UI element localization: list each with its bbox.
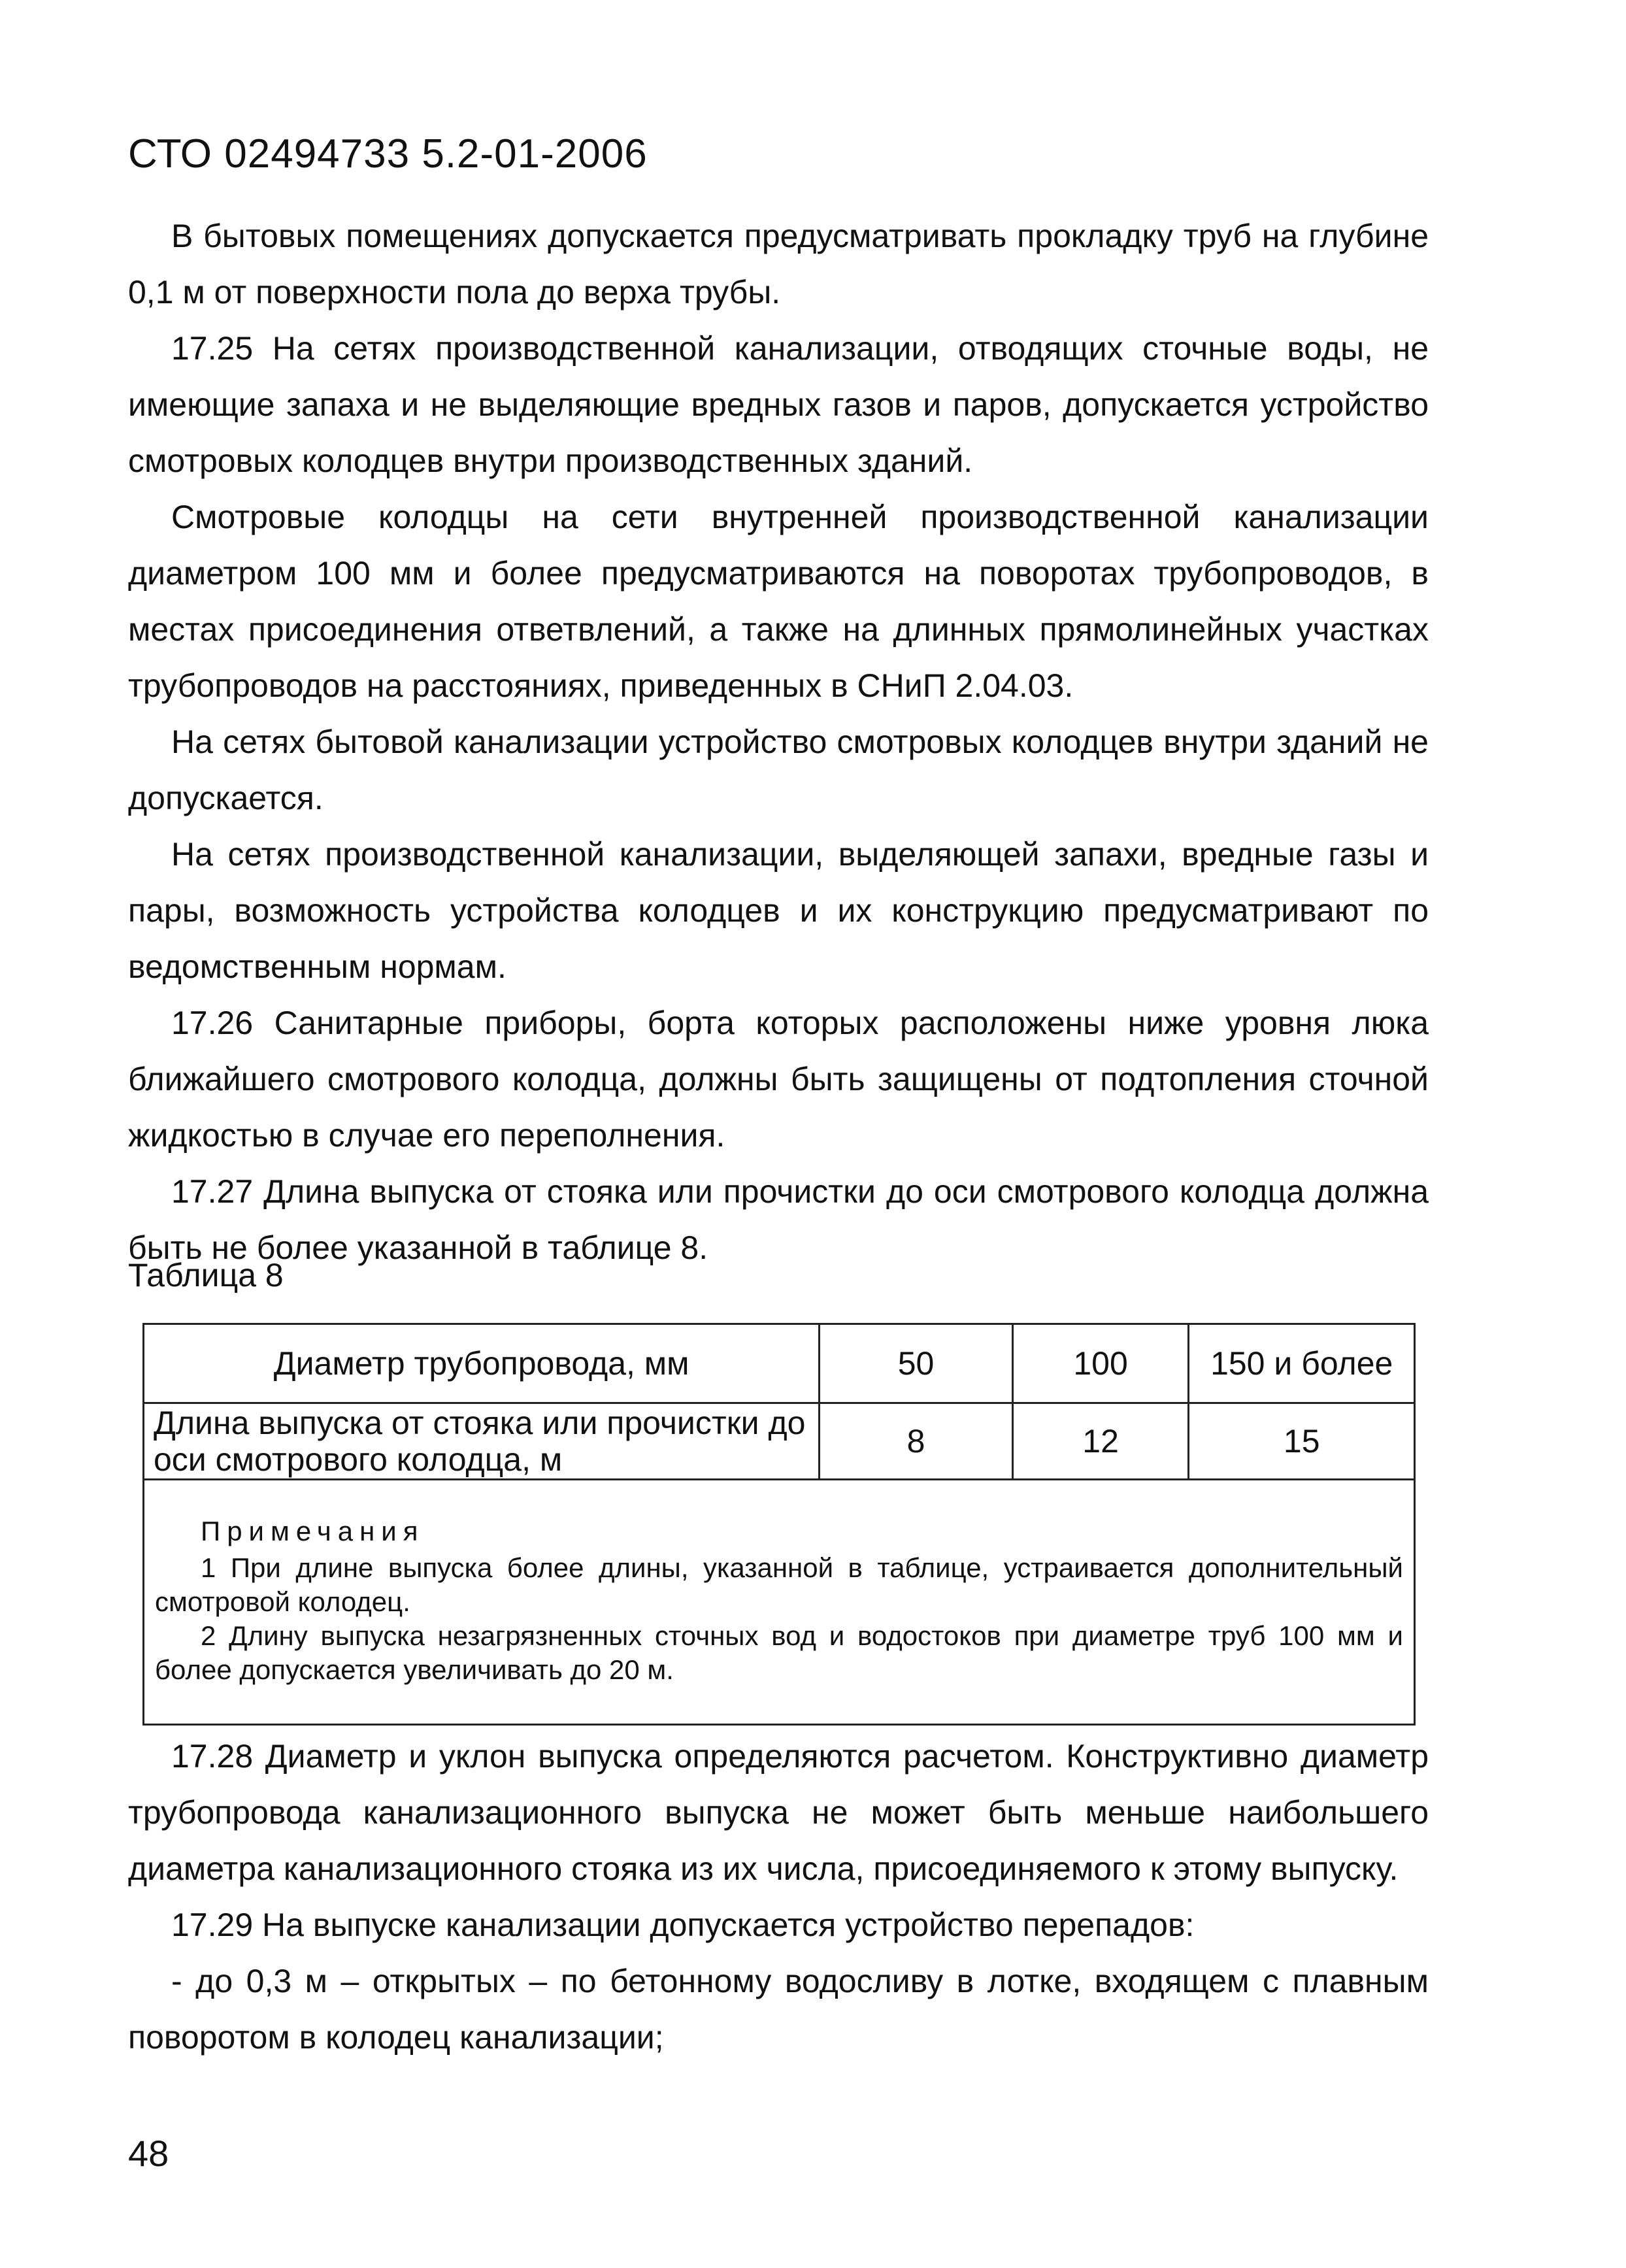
- table-row: [144, 1403, 1415, 1480]
- table-cell: 100: [1012, 1324, 1189, 1403]
- table-cell: 50: [820, 1324, 1012, 1403]
- note-item: 2 Длину выпуска незагрязненных сточных вод и водостоков при диаметре труб 100 мм и более допускается увеличивать до 20 м.: [155, 1620, 1403, 1685]
- paragraph: Смотровые колодцы на сети внутренней производственной канализации диаметром 100 мм и более предусматриваются на поворотах трубопроводов, в местах присоединения ответвлений, а также на длинных прямолинейных участках трубопроводов на расстояниях, приведенных в СНиП 2.04.03.: [128, 499, 1429, 704]
- paragraph-17-27: 17.27 Длина выпуска от стояка или прочистки до оси смотрового колодца должна быть не более указанной в таблице 8.: [128, 1173, 1429, 1266]
- paragraph: На сетях производственной канализации, выделяющей запахи, вредные газы и пары, возможность устройства колодцев и их конструкцию предусматривают по ведомственным нормам.: [128, 836, 1429, 985]
- paragraph-17-26: 17.26 Санитарные приборы, борта которых расположены ниже уровня люка ближайшего смотрового колодца, должны быть защищены от подтопления сточной жидкостью в случае его переполнения.: [128, 1005, 1429, 1154]
- paragraph-17-29: 17.29 На выпуске канализации допускается устройство перепадов:: [171, 1907, 1195, 1943]
- table-cell: 8: [820, 1403, 1012, 1480]
- table-caption: Таблица 8: [128, 1257, 284, 1293]
- table-cell: 150 и более: [1189, 1324, 1415, 1403]
- paragraph: В бытовых помещениях допускается предусматривать прокладку труб на глубине 0,1 м от поверхности пола до верха трубы.: [128, 218, 1429, 310]
- table-8: [142, 1323, 1416, 1726]
- table-cell: 15: [1189, 1403, 1415, 1480]
- paragraph: На сетях бытовой канализации устройство смотровых колодцев внутри зданий не допускается.: [128, 724, 1429, 816]
- notes-title: Примечания: [201, 1516, 425, 1546]
- paragraph-17-25: 17.25 На сетях производственной канализации, отводящих сточные воды, не имеющие запаха и не выделяющие вредных газов и паров, допускается устройство смотровых колодцев внутри производственных зданий.: [128, 330, 1429, 479]
- note-item: 1 При длине выпуска более длины, указанной в таблице, устраивается дополнительный смотровой колодец.: [155, 1552, 1403, 1617]
- document-code-header: СТО 02494733 5.2-01-2006: [128, 131, 648, 176]
- table-row: [144, 1324, 1415, 1403]
- paragraph-list-item: - до 0,3 м – открытых – по бетонному водосливу в лотке, входящем с плавным поворотом в колодец канализации;: [128, 1963, 1429, 2056]
- table-cell-label: Длина выпуска от стояка или прочистки до оси смотрового колодца, м: [144, 1403, 820, 1480]
- page-number: 48: [128, 2133, 169, 2174]
- table-cell-label: Диаметр трубопровода, мм: [144, 1324, 820, 1403]
- table-notes-row: [144, 1480, 1415, 1725]
- table-notes-cell: [144, 1480, 1415, 1725]
- table-cell: 12: [1012, 1403, 1189, 1480]
- paragraph-17-28: 17.28 Диаметр и уклон выпуска определяются расчетом. Конструктивно диаметр трубопровода канализационного выпуска не может быть меньше наибольшего диаметра канализационного стояка из их числа, присоединяемого к этому выпуску.: [128, 1738, 1429, 1887]
